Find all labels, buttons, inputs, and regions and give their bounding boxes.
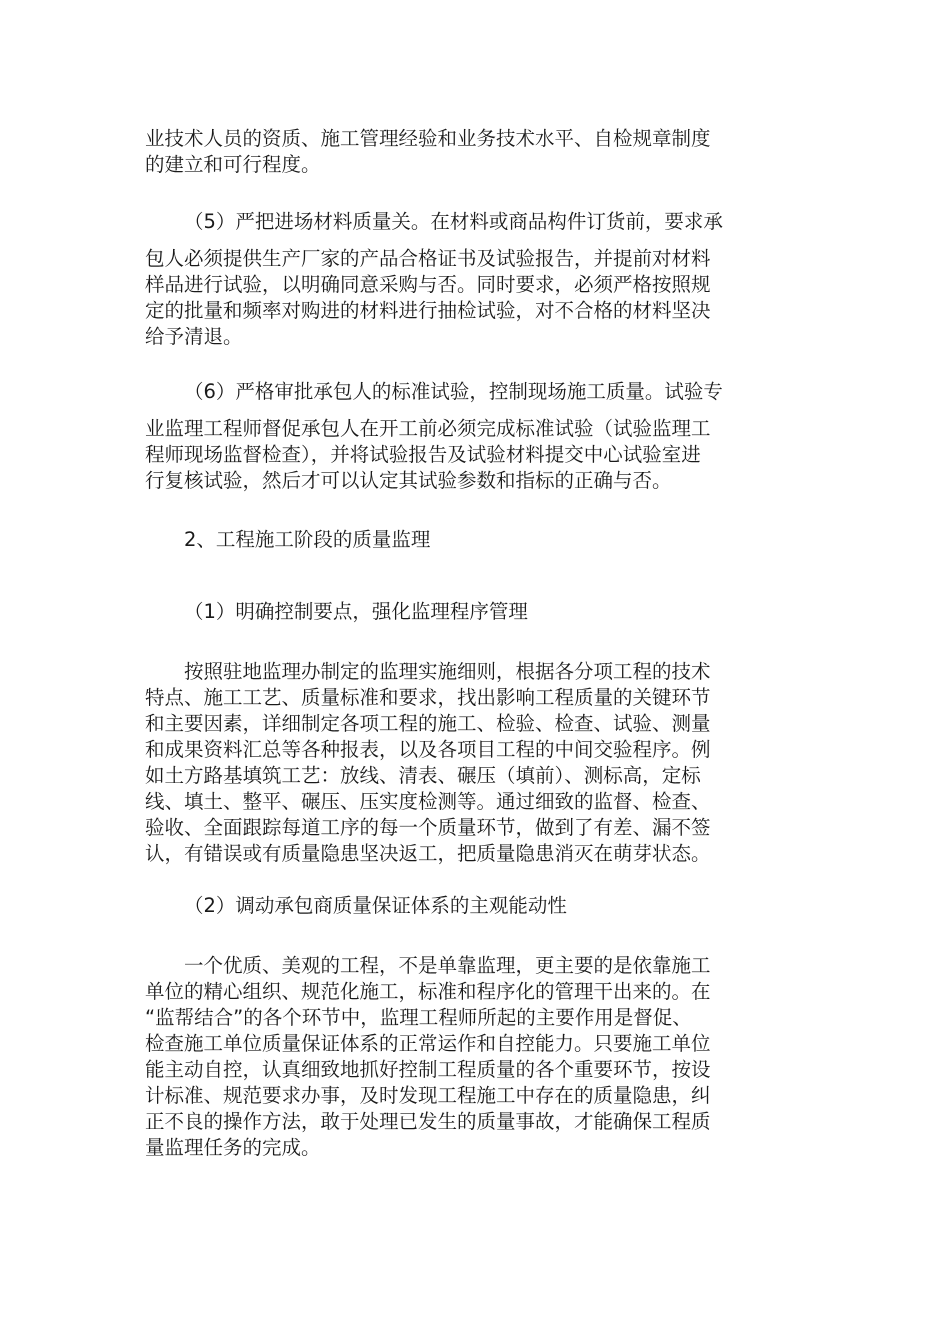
- text-line: 线、填土、整平、碾压、压实度检测等。通过细致的监督、检查、: [145, 790, 711, 813]
- text-line: 能主动自控，认真细致地抓好控制工程质量的各个重要环节，按设: [145, 1058, 711, 1081]
- text-line: 业监理工程师督促承包人在开工前必须完成标准试验（试验监理工: [145, 417, 711, 440]
- text-line: 正不良的操作方法，敢于处理已发生的质量事故，才能确保工程质: [145, 1110, 711, 1133]
- paragraph-control-points: [145, 659, 805, 867]
- text-line: 样品进行试验，以明确同意采购与否。同时要求，必须严格按照规: [145, 273, 711, 296]
- paragraph-item-5-heading: [145, 209, 805, 235]
- text-line: 检查施工单位质量保证体系的正常运作和自控能力。只要施工单位: [145, 1032, 711, 1055]
- paragraph-qualification-continued: [145, 126, 805, 178]
- text-line: 和成果资料汇总等各种报表，以及各项目工程的中间交验程序。例: [145, 738, 711, 761]
- text-line: 的建立和可行程度。: [145, 153, 321, 176]
- text-line: 单位的精心组织、规范化施工，标准和程序化的管理干出来的。在: [145, 980, 711, 1003]
- text-line: 2、工程施工阶段的质量监理: [184, 528, 431, 551]
- text-line: （2）调动承包商质量保证体系的主观能动性: [184, 894, 567, 917]
- subheading-item-1: [145, 599, 805, 625]
- text-line: 给予清退。: [145, 325, 243, 348]
- text-line: （1）明确控制要点，强化监理程序管理: [184, 600, 528, 623]
- text-line: 行复核试验，然后才可以认定其试验参数和指标的正确与否。: [145, 469, 672, 492]
- text-line: 一个优质、美观的工程，不是单靠监理，更主要的是依靠施工: [184, 954, 711, 977]
- paragraph-quality-assurance: [145, 953, 805, 1161]
- text-line: （5）严把进场材料质量关。在材料或商品构件订货前，要求承: [184, 210, 723, 233]
- paragraph-item-6-heading: [145, 379, 805, 405]
- paragraph-item-5-body: [145, 246, 805, 350]
- text-line: 和主要因素，详细制定各项工程的施工、检验、检查、试验、测量: [145, 712, 711, 735]
- text-line: 特点、施工工艺、质量标准和要求，找出影响工程质量的关键环节: [145, 686, 711, 709]
- paragraph-item-6-body: [145, 416, 805, 494]
- text-line: 如土方路基填筑工艺：放线、清表、碾压（填前）、测标高，定标: [145, 764, 701, 787]
- text-line: （6）严格审批承包人的标准试验，控制现场施工质量。试验专: [184, 380, 723, 403]
- text-line: 业技术人员的资质、施工管理经验和业务技术水平、自检规章制度: [145, 127, 711, 150]
- text-line: 程师现场监督检查），并将试验报告及试验材料提交中心试验室进: [145, 443, 701, 466]
- text-line: 定的批量和频率对购进的材料进行抽检试验，对不合格的材料坚决: [145, 299, 711, 322]
- text-line: 量监理任务的完成。: [145, 1136, 321, 1159]
- text-line: 计标准、规范要求办事，及时发现工程施工中存在的质量隐患，纠: [145, 1084, 711, 1107]
- text-line: 按照驻地监理办制定的监理实施细则，根据各分项工程的技术: [184, 660, 711, 683]
- text-line: 认，有错误或有质量隐患坚决返工，把质量隐患消灭在萌芽状态。: [145, 842, 711, 865]
- section-heading-construction-stage: [145, 527, 805, 553]
- subheading-item-2: [145, 893, 805, 919]
- text-line: “监帮结合”的各个环节中，监理工程师所起的主要作用是督促、: [145, 1006, 692, 1029]
- text-line: 包人必须提供生产厂家的产品合格证书及试验报告，并提前对材料: [145, 247, 711, 270]
- text-line: 验收、全面跟踪每道工序的每一个质量环节，做到了有差、漏不签: [145, 816, 711, 839]
